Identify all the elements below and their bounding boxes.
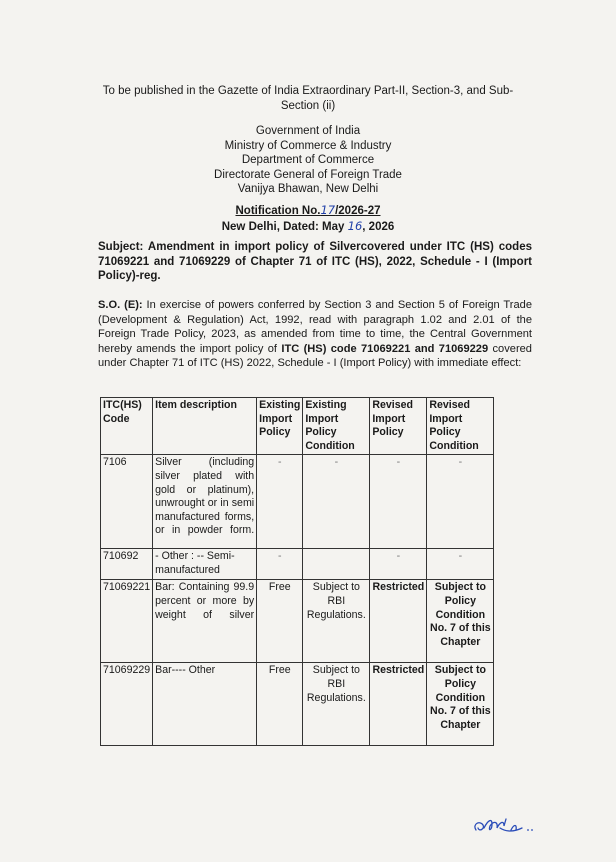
cell-description: Silver (including silver plated with gold or platinum), unwrought or in semi manufactured forms, or in powder form. [153,455,257,549]
issuing-authority [150,124,466,197]
gazette-line-1: To be published in the Gazette of India Extraordinary Part-II, Section-3, and Sub- [102,85,514,97]
cell-code: 71069221 [101,580,153,663]
cell-existing-condition: - [303,455,370,549]
authority-line-2: Ministry of Commerce & Industry [224,139,392,152]
authority-line-5: Vanijya Bhawan, New Delhi [237,183,379,196]
cell-existing-policy: Free [257,580,303,663]
cell-code: 71069229 [101,663,153,746]
cell-revised-condition: - [427,455,494,549]
notification-number-handwritten: 17 [320,203,336,217]
order-bold-codes: ITC (HS) code 71069221 and 71069229 [281,342,489,355]
cell-code: 7106 [101,455,153,549]
cell-code: 710692 [101,549,153,580]
cell-existing-condition: Subject to RBI Regulations. [303,663,370,746]
date-suffix: , 2026 [362,221,395,233]
order-text-a: In exercise of powers conferred by Section 3 and Section 5 of Foreign Trade (Development & Regulation) Act, 1992, read with paragraph 1.02 and 2.01 of the Foreign Trade Policy, 2023, as amended from time to time, the Central Government hereby amends the import policy of [98,299,532,355]
so-label: S.O. (E): [98,299,143,311]
table-row [101,663,494,746]
order-paragraph [98,298,532,371]
cell-description: - Other : -- Semi-manufactured [153,549,257,580]
header-revised-policy-condition: Revised Import Policy Condition [427,398,494,455]
notification-date [150,219,466,235]
header-existing-policy-condition: Existing Import Policy Condition [303,398,370,455]
cell-revised-condition: Subject to Policy Condition No. 7 of this Chapter [427,580,494,663]
authority-line-4: Directorate General of Foreign Trade [214,168,402,181]
order-text-b: covered under Chapter 71 of ITC (HS) 2022, Schedule - I (Import Policy) with immediate effect: [98,342,532,370]
gazette-line-2: Section (ii) [280,100,336,112]
cell-revised-condition: - [427,549,494,580]
gazette-header [90,84,526,114]
header-itc-hs-code: ITC(HS) Code [101,398,153,455]
table-row [101,455,494,549]
cell-description: Bar---- Other [153,663,257,746]
handwritten-signature-icon [470,810,540,840]
header-item-description: Item description [153,398,257,455]
cell-revised-condition: Subject to Policy Condition No. 7 of this Chapter [427,663,494,746]
notification-number [150,203,466,219]
cell-existing-policy: - [257,455,303,549]
notification-number-suffix: /2026-27 [335,205,381,217]
notification-heading [150,203,466,235]
date-day-handwritten: 16 [347,219,363,233]
authority-line-1: Government of India [255,125,361,137]
cell-revised-policy: - [370,455,427,549]
policy-amendment-table [100,397,494,746]
subject-paragraph: Subject: Amendment in import policy of Silvercovered under ITC (HS) codes 71069221 and 71069229 of Chapter 71 of ITC (HS), 2022, Schedule - I (Import Policy)-reg. [98,241,532,283]
cell-revised-policy: Restricted [370,580,427,663]
header-revised-import-policy: Revised Import Policy [370,398,427,455]
notification-number-prefix: Notification No. [235,205,321,217]
cell-existing-condition [303,549,370,580]
cell-existing-policy: Free [257,663,303,746]
table-row [101,549,494,580]
cell-existing-condition: Subject to RBI Regulations. [303,580,370,663]
cell-revised-policy: - [370,549,427,580]
cell-revised-policy: Restricted [370,663,427,746]
authority-line-3: Department of Commerce [241,154,375,167]
header-existing-import-policy: Existing Import Policy [257,398,303,455]
date-prefix: New Delhi, Dated: May [221,221,345,233]
table-header-row [101,398,494,455]
table-row [101,580,494,663]
cell-description: Bar: Containing 99.9 percent or more by weight of silver [153,580,257,663]
cell-existing-policy: - [257,549,303,580]
